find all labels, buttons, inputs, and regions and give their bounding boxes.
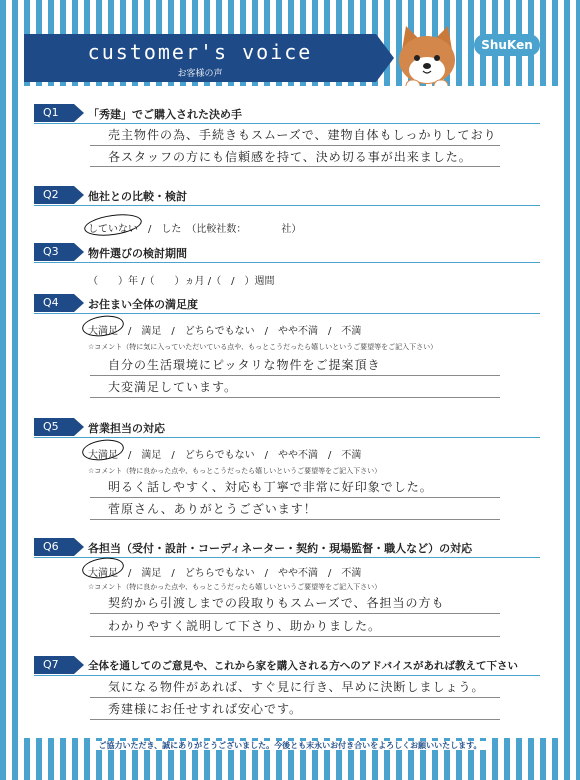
q5-number: Q5: [34, 418, 74, 436]
q3-rule: [34, 262, 540, 263]
q6-answer-line-2: わかりやすく説明して下さり、助かりました。: [108, 619, 382, 633]
q7-rule: [34, 675, 540, 676]
q4-title: お住まい全体の満足度: [88, 298, 198, 311]
q6-writing-line: [90, 636, 500, 637]
q4-options: 大満足 / 満足 / どちらでもない / やや不満 / 不満: [88, 326, 362, 337]
q4-answer-line-1: 自分の生活環境にピッタリな物件をご提案頂き: [108, 358, 381, 372]
q1-answer-line-1: 売主物件の為、手続きもスムーズで、建物自体もしっかりしており: [108, 128, 497, 142]
survey-sheet: [18, 86, 562, 738]
q7-answer-line-1: 気になる物件があれば、すぐ見に行き、早めに決断しましょう。: [108, 680, 485, 694]
q1-number: Q1: [34, 104, 74, 122]
q5-answer-line-1: 明るく話しやすく、対応も丁寧で非常に好印象でした。: [108, 480, 433, 494]
footer-thanks: [0, 740, 580, 751]
q3-title: 物件選びの検討期間: [88, 247, 187, 260]
q3-options: （ ）年 /（ ）ヵ月 /（ / ）週間: [88, 276, 275, 287]
q6-writing-line: [90, 613, 500, 614]
q1-answer-line-2: 各スタッフの方にも信頼感を持て、決め切る事が出来ました。: [108, 150, 472, 164]
q2-number: Q2: [34, 186, 74, 204]
shuken-logo: ShuKen: [474, 34, 540, 56]
q6-options: 大満足 / 満足 / どちらでもない / やや不満 / 不満: [88, 568, 362, 579]
q6-comment-note: ☆コメント（特に良かった点や、もっとこうだったら嬉しいというご要望等をご記入下さい）: [88, 583, 382, 591]
q4-comment-note: ☆コメント（特に気に入っていただいている点や、もっとこうだったら嬉しいというご要望等をご記入下さい）: [88, 343, 438, 351]
q1-title: 「秀建」でご購入された決め手: [88, 108, 242, 121]
q2-rule: [34, 205, 540, 206]
q5-comment-note: ☆コメント（特に良かった点や、もっとこうだったら嬉しいというご要望等をご記入下さい）: [88, 467, 382, 475]
q4-rule: [34, 313, 540, 314]
q7-title: 全体を通してのご意見や、これから家を購入される方へのアドバイスがあれば教えて下さい: [88, 660, 518, 672]
q2-options: していない / した （比較社数： 社）: [88, 224, 302, 235]
header-banner: [24, 34, 376, 82]
q4-writing-line: [90, 397, 500, 398]
q5-writing-line: [90, 519, 500, 520]
q7-writing-line: [90, 697, 500, 698]
q6-number: Q6: [34, 538, 74, 556]
footer-text: ご協力いただき、誠にありがとうございました。今後とも末永いお付き合いをよろしくお願いいたします。: [94, 741, 485, 750]
q7-answer-line-2: 秀建様にお任せすれば安心です。: [108, 702, 303, 716]
q5-rule: [34, 437, 540, 438]
q6-title: 各担当（受付・設計・コーディネーター・契約・現場監督・職人など）の対応: [88, 542, 473, 555]
q5-answer-line-2: 菅原さん、ありがとうございます！: [108, 502, 317, 516]
q4-writing-line: [90, 375, 500, 376]
q2-title: 他社との比較・検討: [88, 190, 187, 203]
q5-writing-line: [90, 497, 500, 498]
q1-writing-line: [90, 166, 500, 167]
q6-answer-line-1: 契約から引渡しまでの段取りもスムーズで、各担当の方も: [108, 596, 445, 610]
q1-rule: [34, 123, 540, 124]
q1-writing-line: [90, 145, 500, 146]
q7-number: Q7: [34, 656, 74, 674]
q3-number: Q3: [34, 243, 74, 261]
q4-answer-line-2: 大変満足しています。: [108, 380, 238, 394]
page-subtitle: お客様の声: [177, 69, 223, 79]
page-title: customer's voice: [87, 40, 313, 64]
q4-number: Q4: [34, 294, 74, 312]
q5-title: 営業担当の対応: [88, 422, 165, 435]
q7-writing-line: [90, 719, 500, 720]
q5-options: 大満足 / 満足 / どちらでもない / やや不満 / 不満: [88, 450, 362, 461]
